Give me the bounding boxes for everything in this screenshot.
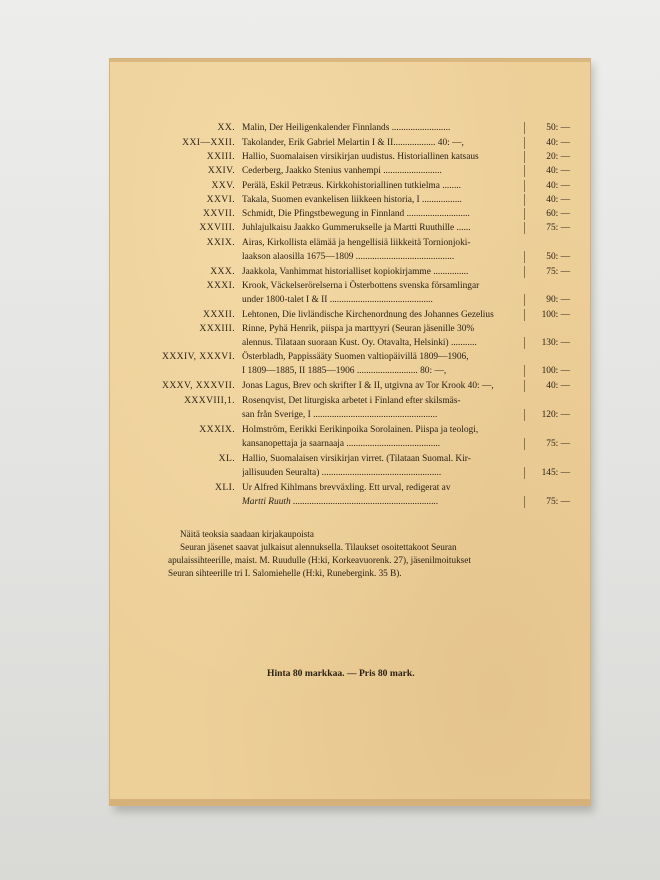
- price-divider: [524, 222, 525, 234]
- price-divider: [524, 251, 525, 263]
- entry-title-continued: laakson alaosilla 1675—1809 ..........................................: [242, 252, 455, 262]
- entry-title-continued: kansanopettaja ja saarnaaja ........................................: [242, 439, 441, 449]
- entry-title: Jaakkola, Vanhimmat historialliset kopiokirjamme ...............: [242, 267, 469, 277]
- entry-price: 40: —: [546, 166, 570, 176]
- volume-number: XXVIII.: [199, 222, 235, 233]
- entry-title: Ur Alfred Kihlmans brevväxling. Ett urval, redigerat av: [242, 483, 451, 493]
- volume-number: XXVI.: [206, 194, 235, 205]
- volume-number: XL.: [218, 453, 235, 464]
- price-divider: [524, 467, 525, 479]
- volume-number: XXXIII.: [199, 323, 235, 334]
- entry-title-continued: jallisuuden Seuralta) ...................................................: [242, 468, 442, 478]
- entry-price: 75: —: [546, 439, 570, 449]
- price-divider: [524, 180, 525, 192]
- price-divider: [524, 409, 525, 421]
- entry-price: 40: —: [546, 181, 570, 191]
- entry-title: Juhlajulkaisu Jaakko Gummerukselle ja Martti Ruuthille ......: [242, 223, 471, 233]
- entry-title: Krook, Väckelserörelserna i Österbottens svenska församlingar: [242, 281, 480, 291]
- price-divider: [524, 194, 525, 206]
- price-divider: [524, 137, 525, 149]
- entry-title: Österbladh, Pappissääty Suomen valtiopäivillä 1809—1906,: [242, 352, 469, 362]
- entry-title: Jonas Lagus, Brev och skrifter I & II, utgivna av Tor Krook 40: —,: [242, 381, 494, 391]
- entry-price: 130: —: [541, 338, 570, 348]
- entry-price: 20: —: [546, 152, 570, 162]
- entry-title: Perälä, Eskil Petræus. Kirkkohistoriallinen tutkielma ........: [242, 181, 461, 191]
- price-divider: [524, 337, 525, 349]
- entry-title: Schmidt, Die Pfingstbewegung in Finnland ...........................: [242, 209, 470, 219]
- entry-title-continued: under 1800-talet I & II ............................................: [242, 295, 433, 305]
- entry-price: 50: —: [546, 252, 570, 262]
- volume-number: XXIII.: [206, 151, 235, 162]
- price-divider: [524, 165, 525, 177]
- entry-price: 75: —: [546, 267, 570, 277]
- price-divider: [524, 294, 525, 306]
- volume-number: XXXIV, XXXVI.: [162, 351, 235, 362]
- entry-title: Takala, Suomen evankelisen liikkeen historia, I .................: [242, 195, 462, 205]
- entry-title-continued: Martti Ruuth ..............................................................: [242, 497, 439, 507]
- volume-number: XLI.: [215, 482, 235, 493]
- price-divider: [524, 266, 525, 278]
- volume-number: XXXV, XXXVII.: [162, 380, 235, 391]
- price-divider: [524, 309, 525, 321]
- price-divider: [524, 208, 525, 220]
- notice-heading: Näitä teoksia saadaan kirjakaupoista: [180, 529, 314, 539]
- entry-price: 120: —: [541, 410, 570, 420]
- entry-price: 100: —: [541, 366, 570, 376]
- price-divider: [524, 151, 525, 163]
- notice-line: apulaissihteerille, maist. M. Ruudulle (H:ki, Korkeavuorenk. 27), jäsenilmoitukset: [168, 555, 471, 565]
- volume-number: XXX.: [210, 266, 235, 277]
- volume-number: XXXI.: [206, 280, 235, 291]
- price-note: Hinta 80 markkaa. — Pris 80 mark.: [267, 668, 415, 679]
- price-divider: [524, 380, 525, 392]
- volume-number: XXI—XXII.: [182, 137, 235, 148]
- entry-price: 60: —: [546, 209, 570, 219]
- entry-title: Rosenqvist, Det liturgiska arbetet i Finland efter skilsmäs-: [242, 396, 461, 406]
- entry-title-continued: alennus. Tilataan suoraan Kust. Oy. Otavalta, Helsinki) ...........: [242, 338, 477, 348]
- volume-number: XX.: [217, 122, 235, 133]
- entry-price: 75: —: [546, 497, 570, 507]
- volume-number: XXXII.: [203, 309, 235, 320]
- entry-price: 90: —: [546, 295, 570, 305]
- notice-line: Seuran jäsenet saavat julkaisut alennuksella. Tilaukset osoitettakoot Seuran: [180, 542, 457, 552]
- entry-title-continued: I 1809—1885, II 1885—1906 .......................... 80: —,: [242, 366, 447, 376]
- entry-title: Hallio, Suomalaisen virsikirjan uudistus. Historiallinen katsaus: [242, 152, 479, 162]
- price-divider: [524, 122, 525, 134]
- volume-number: XXXVIII,1.: [184, 395, 235, 406]
- entry-title: Lehtonen, Die livländische Kirchenordnung des Johannes Gezelius: [242, 310, 494, 320]
- entry-title: Rinne, Pyhä Henrik, piispa ja marttyyri (Seuran jäsenille 30%: [242, 324, 475, 334]
- entry-title: Airas, Kirkollista elämää ja hengellisiä liikkeitä Tornionjoki-: [242, 238, 471, 248]
- price-divider: [524, 365, 525, 377]
- entry-title: Malin, Der Heiligenkalender Finnlands .........................: [242, 123, 451, 133]
- book-back-cover: [109, 58, 591, 806]
- volume-number: XXXIX.: [199, 424, 235, 435]
- entry-price: 40: —: [546, 381, 570, 391]
- publication-list: [110, 59, 590, 805]
- entry-price: 75: —: [546, 223, 570, 233]
- volume-number: XXIV.: [207, 165, 235, 176]
- entry-price: 100: —: [541, 310, 570, 320]
- entry-price: 145: —: [541, 468, 570, 478]
- entry-title: Holmström, Eerikki Eerikinpoika Sorolainen. Piispa ja teologi,: [242, 425, 479, 435]
- entry-title: Takolander, Erik Gabriel Melartin I & II.................. 40: —,: [242, 138, 464, 148]
- volume-number: XXV.: [211, 180, 235, 191]
- entry-title: Cederberg, Jaakko Stenius vanhempi .........................: [242, 166, 442, 176]
- volume-number: XXIX.: [206, 237, 235, 248]
- entry-price: 40: —: [546, 138, 570, 148]
- entry-title: Hallio, Suomalaisen virsikirjan virret. (Tilataan Suomal. Kir-: [242, 454, 471, 464]
- notice-line: Seuran sihteerille tri I. Salomiehelle (H:ki, Runebergink. 35 B).: [168, 568, 402, 578]
- volume-number: XXVII.: [203, 208, 235, 219]
- entry-title-continued: san från Sverige, I .....................................................: [242, 410, 438, 420]
- cover-bottom-edge: [110, 799, 590, 805]
- entry-price: 50: —: [546, 123, 570, 133]
- price-divider: [524, 496, 525, 508]
- entry-price: 40: —: [546, 195, 570, 205]
- price-divider: [524, 438, 525, 450]
